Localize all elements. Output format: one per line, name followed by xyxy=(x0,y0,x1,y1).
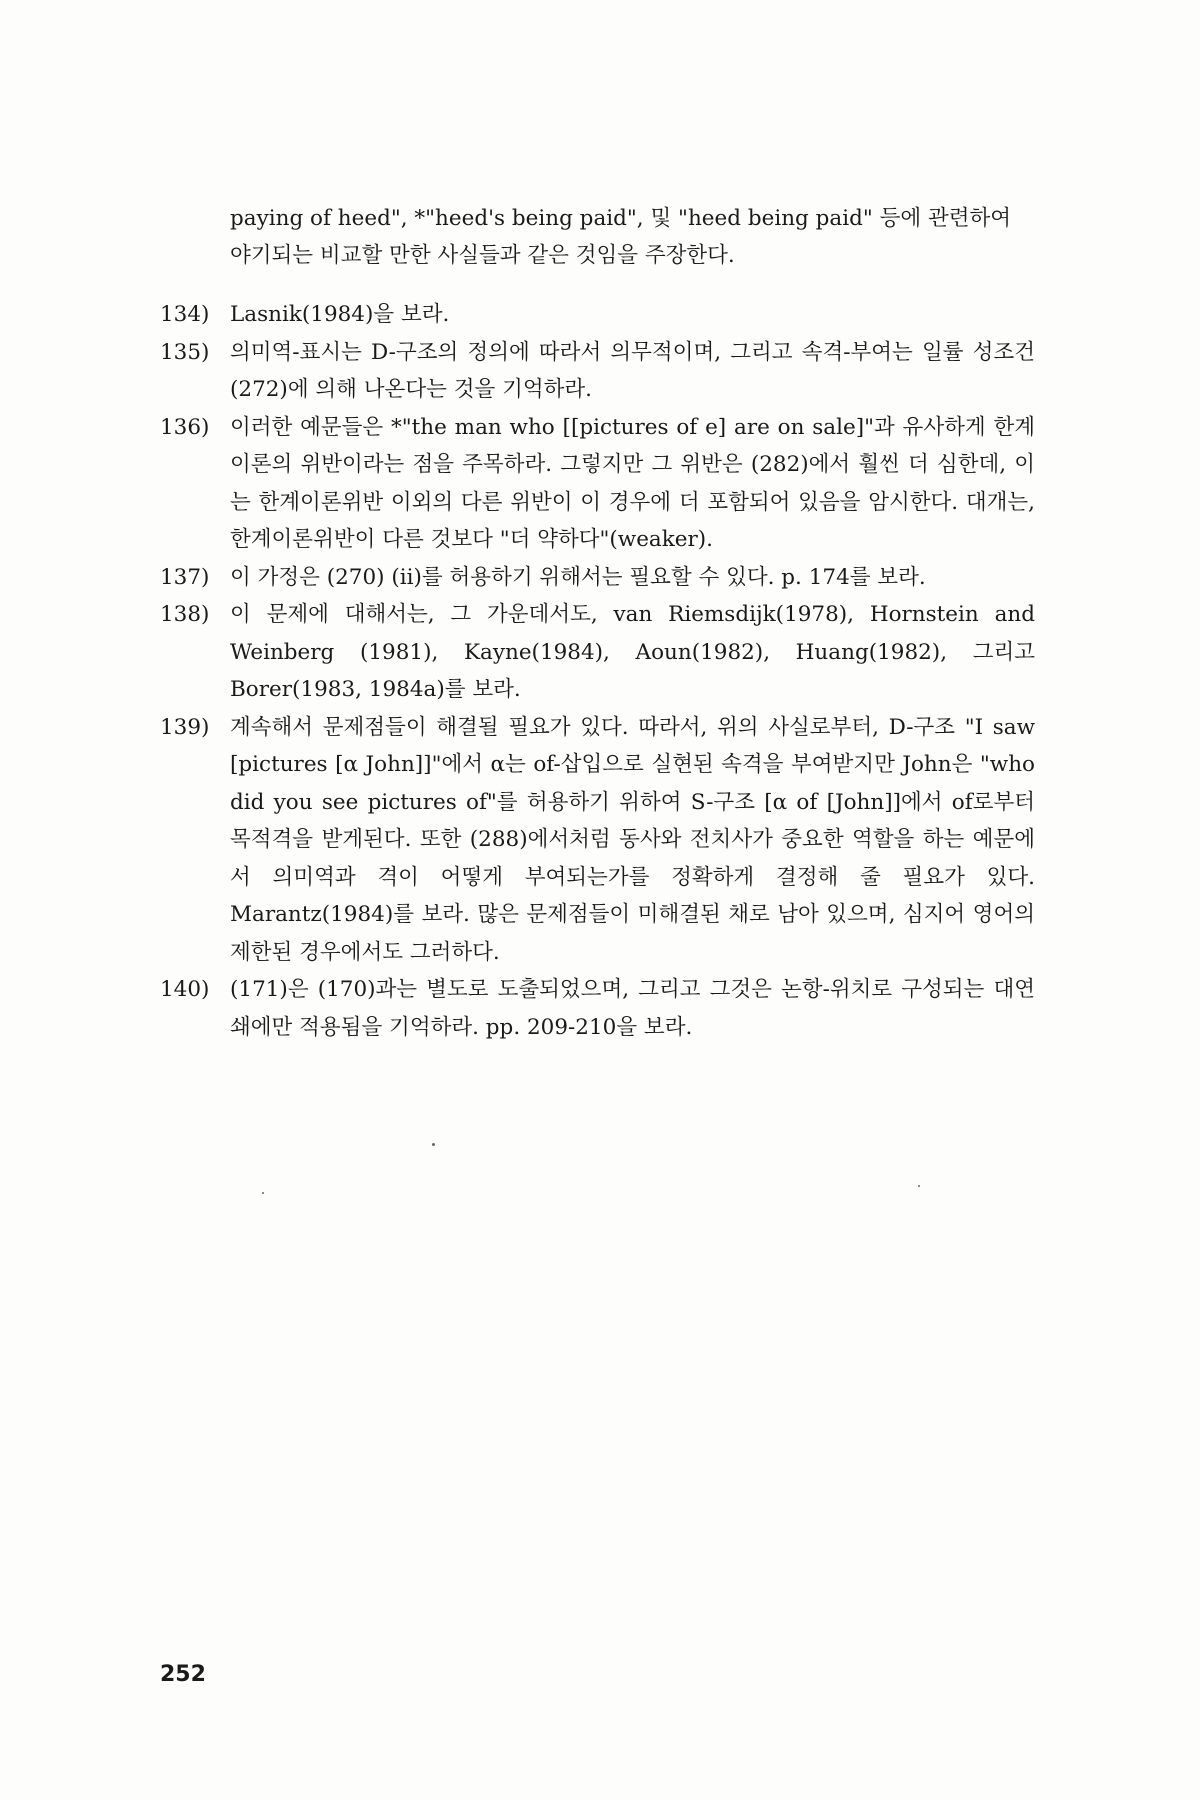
endnote-number: 140) xyxy=(160,977,210,1002)
endnote-number: 139) xyxy=(160,714,210,740)
endnote-135 xyxy=(160,334,1035,409)
endnote-text: Lasnik(1984)을 보라. xyxy=(230,302,450,327)
endnote-number: 137) xyxy=(160,564,210,590)
scan-speck xyxy=(918,1185,920,1187)
endnote-139 xyxy=(160,709,1035,972)
endnote-text: 계속해서 문제점들이 해결될 필요가 있다. 따라서, 위의 사실로부터, D-구조 "I saw [pictures [α John]]"에서 α는 of-삽입으로 실현된 속격을 부여받지만 John은 "who did you see pictures of"를 허용하기 위하여 S-구조 [α of [John]]에서 of로부터 목적격을 받게된다. 또한 (288)에서처럼 동사와 전치사가 중요한 역할을 하는 예문에서 의미역과 격이 어떻게 부여되는가를 정확하게 결정해 줄 필요가 있다. Marantz(1984)를 보라. 많은 문제점들이 미해결된 채로 남아 있으며, 심지어 영어의 제한된 경우에서도 그러하다. xyxy=(230,714,1035,965)
endnote-137 xyxy=(160,559,1035,597)
endnote-136 xyxy=(160,409,1035,559)
endnote-text: 이 문제에 대해서는, 그 가운데서도, van Riemsdijk(1978), Hornstein and Weinberg (1981), Kayne(1984), Aoun(1982), Huang(1982), 그리고 Borer(1983, 1984a)를 보라. xyxy=(230,602,1035,702)
endnote-text: 의미역-표시는 D-구조의 정의에 따라서 의무적이며, 그리고 속격-부여는 일률 성조건 (272)에 의해 나온다는 것을 기억하라. xyxy=(230,339,1035,402)
endnote-number: 138) xyxy=(160,602,210,627)
scan-speck xyxy=(262,1192,264,1194)
page-number: 252 xyxy=(160,1662,206,1687)
endnote-text: 이러한 예문들은 *"the man who [[pictures of e] are on sale]"과 유사하게 한계이론의 위반이라는 점을 주목하라. 그렇지만 그 위반은 (282)에서 훨씬 더 심한데, 이는 한계이론위반 이외의 다른 위반이 이 경우에 더 포함되어 있음을 암시한다. 대개는, 한계이론위반이 다른 것보다 "더 약하다"(weaker). xyxy=(230,414,1035,552)
note-continuation: paying of heed", *"heed's being paid", 및 "heed being paid" 등에 관련하여 야기되는 비교할 만한 사실들과 같은 것임을 주장한다. xyxy=(230,205,1012,268)
endnotes-list xyxy=(160,178,1035,1046)
endnote-text: (171)은 (170)과는 별도로 도출되었으며, 그리고 그것은 논항-위치로 구성되는 대연쇄에만 적용됨을 기억하라. pp. 209-210을 보라. xyxy=(230,977,1035,1040)
endnote-138 xyxy=(160,596,1035,709)
scan-speck xyxy=(432,1143,435,1146)
endnote-number: 134) xyxy=(160,302,210,327)
endnote-number: 136) xyxy=(160,414,210,440)
endnote-134 xyxy=(160,296,1035,334)
endnote-text: 이 가정은 (270) (ii)를 허용하기 위해서는 필요할 수 있다. p. 174를 보라. xyxy=(230,564,926,590)
endnote-140 xyxy=(160,971,1035,1046)
endnote-number: 135) xyxy=(160,339,210,365)
